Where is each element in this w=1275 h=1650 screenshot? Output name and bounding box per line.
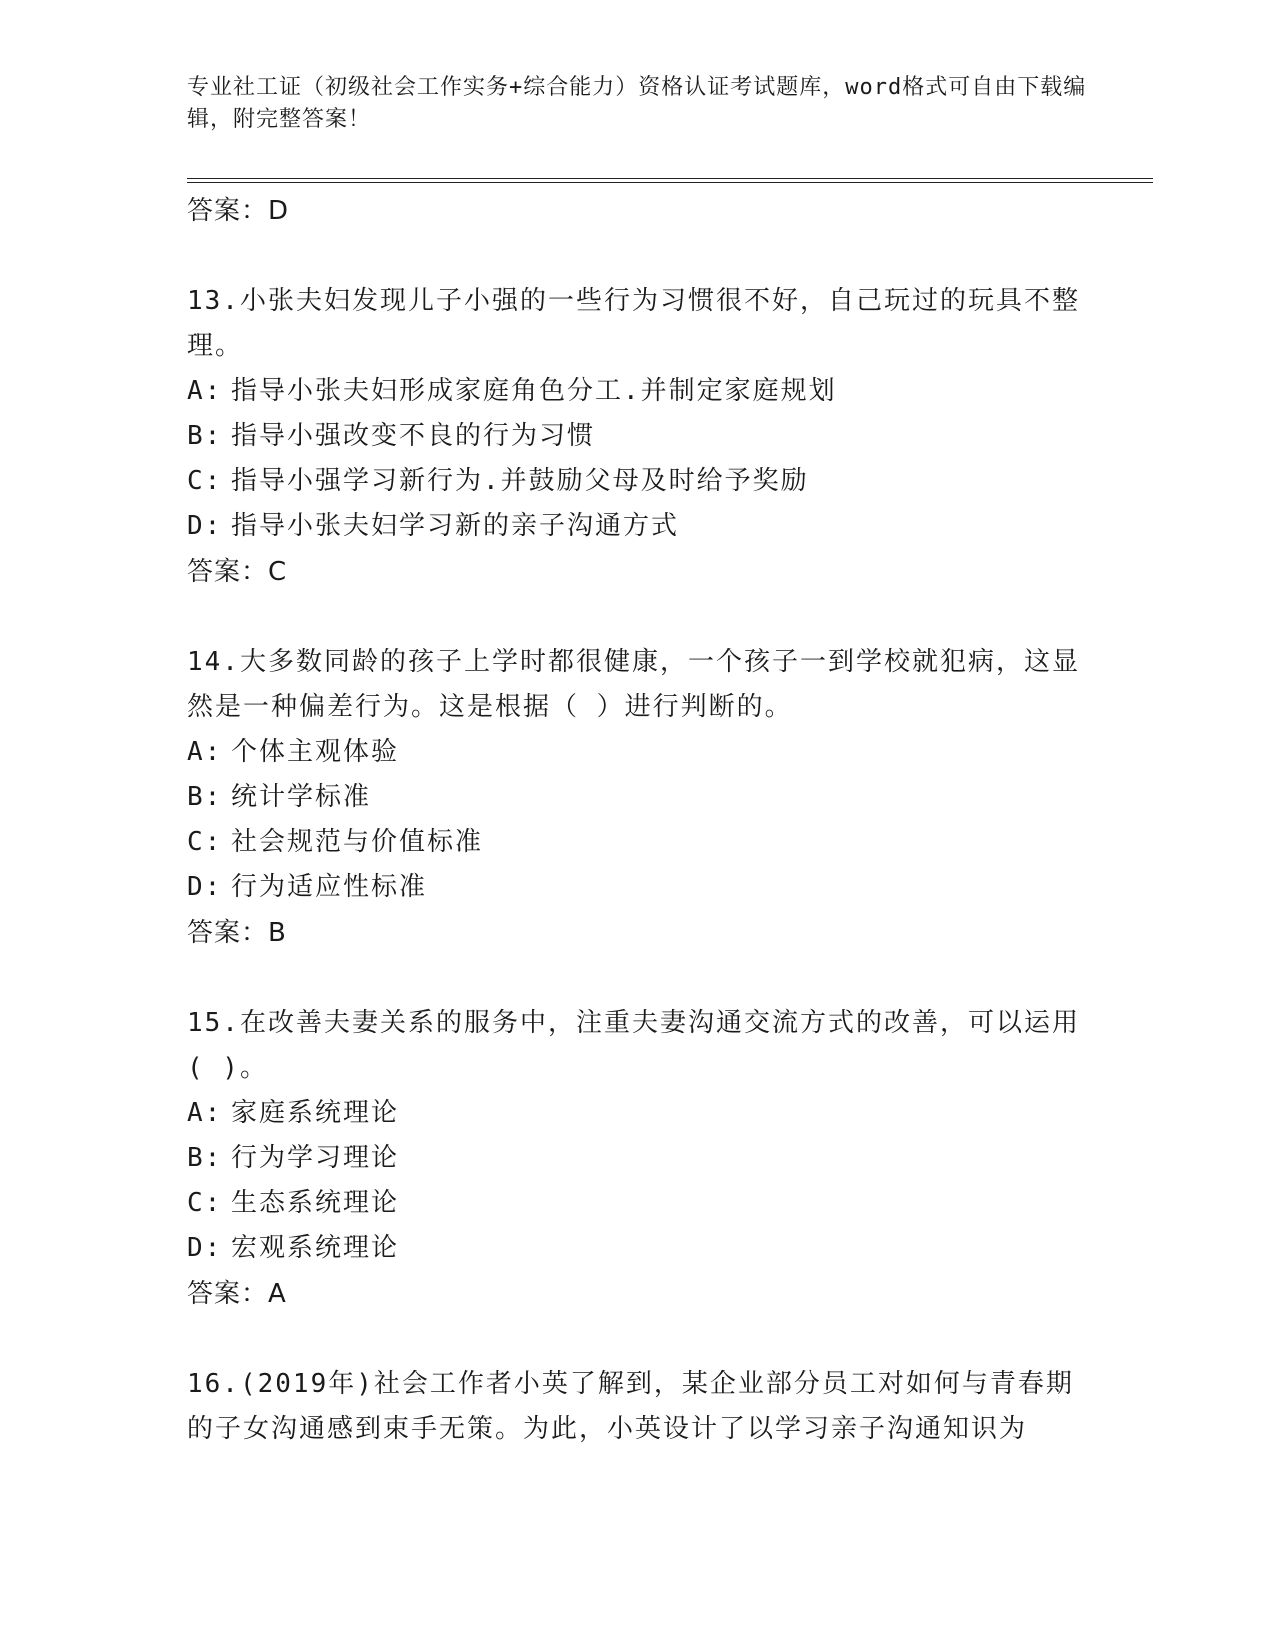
option-a [187,1091,1087,1136]
option-letter: C: [187,1188,223,1218]
question-14 [187,640,1087,956]
question-stem: 16.(2019年)社会工作者小英了解到，某企业部分员工对如何与青春期的子女沟通感到束手无策。为此，小英设计了以学习亲子沟通知识为 [187,1369,1074,1444]
option-letter: B: [187,421,223,451]
option-text: 生态系统理论 [231,1188,400,1218]
document-header [187,72,1087,136]
option-letter: B: [187,782,223,812]
option-letter: C: [187,827,223,857]
option-text: 宏观系统理论 [231,1233,400,1263]
option-text: 指导小张夫妇形成家庭角色分工.并制定家庭规划 [231,376,837,406]
option-c [187,1181,1087,1226]
option-b [187,775,1087,820]
option-letter: D: [187,511,223,541]
option-b [187,414,1087,459]
option-text: 家庭系统理论 [231,1098,400,1128]
question-stem: 13.小张夫妇发现儿子小强的一些行为习惯很不好，自己玩过的玩具不整理。 [187,286,1080,361]
header-text: 专业社工证（初级社会工作实务+综合能力）资格认证考试题库，word格式可自由下载编辑，附完整答案！ [187,75,1087,132]
option-letter: A: [187,376,223,406]
option-text: 指导小强学习新行为.并鼓励父母及时给予奖励 [231,466,809,496]
question-stem: 14.大多数同龄的孩子上学时都很健康，一个孩子一到学校就犯病，这显然是一种偏差行为。这是根据（ ）进行判断的。 [187,647,1080,722]
header-divider-top [187,178,1153,179]
option-letter: A: [187,737,223,767]
answer-line: 答案：A [187,1279,287,1309]
question-15 [187,1001,1087,1317]
option-b [187,1136,1087,1181]
header-divider-bottom [187,182,1153,183]
option-a [187,369,1087,414]
option-text: 行为适应性标准 [231,872,428,902]
option-text: 个体主观体验 [231,737,400,767]
option-letter: D: [187,872,223,902]
question-16 [187,1362,1087,1452]
option-letter: B: [187,1143,223,1173]
option-a [187,730,1087,775]
option-letter: A: [187,1098,223,1128]
option-letter: C: [187,466,223,496]
question-list [187,188,1087,1452]
option-c [187,459,1087,504]
option-text: 指导小张夫妇学习新的亲子沟通方式 [231,511,680,541]
answer-line: 答案：B [187,918,287,948]
option-text: 行为学习理论 [231,1143,400,1173]
option-text: 指导小强改变不良的行为习惯 [231,421,596,451]
option-d [187,504,1087,549]
option-d [187,865,1087,910]
option-text: 统计学标准 [231,782,372,812]
option-d [187,1226,1087,1271]
option-letter: D: [187,1233,223,1263]
answer-line: 答案：C [187,557,288,587]
answer-line: 答案：D [187,196,290,226]
question-13 [187,279,1087,595]
option-c [187,820,1087,865]
question-stem: 15.在改善夫妻关系的服务中，注重夫妻沟通交流方式的改善，可以运用( )。 [187,1008,1080,1083]
option-text: 社会规范与价值标准 [231,827,484,857]
